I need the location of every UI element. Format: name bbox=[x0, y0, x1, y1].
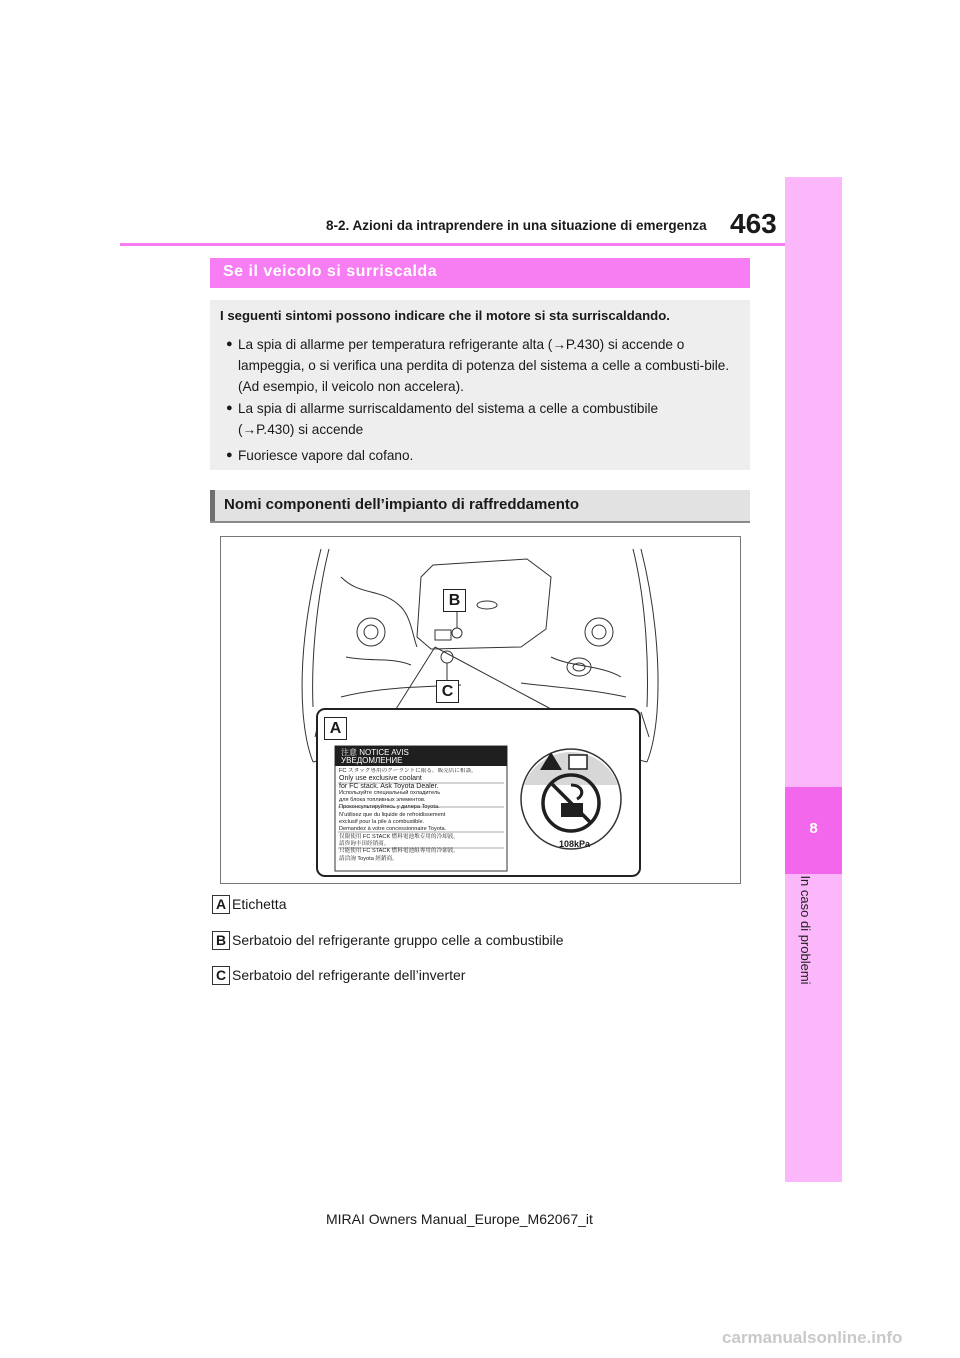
engine-bay-figure bbox=[220, 536, 741, 884]
symptom-text: La spia di allarme surriscaldamento del sistema a celle a combustibile (→P.430) si accende bbox=[238, 401, 659, 437]
overheat-title-banner bbox=[210, 258, 750, 288]
label-line: N’utilisez que du liquide de refroidissement bbox=[339, 811, 446, 818]
legend-key-a: A bbox=[212, 895, 230, 914]
symptom-text: Fuoriesce vapore dal cofano. bbox=[238, 448, 414, 463]
chapter-side-tab bbox=[785, 177, 842, 1182]
label-line: 請咨询丰田经销商。 bbox=[339, 840, 390, 847]
label-line: for FC stack. Ask Toyota Dealer. bbox=[339, 782, 439, 790]
legend-key-c: C bbox=[212, 966, 230, 985]
overheat-title: Se il veicolo si surriscalda bbox=[223, 263, 438, 280]
label-line: Проконсультируйтесь у дилера Toyota. bbox=[339, 804, 440, 811]
callout-a: A bbox=[324, 717, 347, 740]
bullet-dot-icon: ● bbox=[226, 338, 233, 350]
callout-c: C bbox=[436, 680, 459, 703]
label-line: 只能使用 FC STACK 燃料電池組專用的冷卻液。 bbox=[339, 848, 459, 855]
pressure-label: 108kPa bbox=[559, 839, 591, 849]
label-header-2: УВЕДОМЛЕНИЕ bbox=[341, 756, 403, 765]
label-header-1: 注意 NOTICE AVIS bbox=[341, 748, 409, 757]
cooling-title: Nomi componenti dell’impianto di raffreddamento bbox=[224, 496, 580, 513]
heading-accent-bar bbox=[210, 490, 215, 521]
watermark: carmanualsonline.info bbox=[722, 1328, 903, 1347]
page-number: 463 bbox=[730, 208, 777, 239]
label-line: Only use exclusive coolant bbox=[339, 775, 422, 783]
label-line: FC スタック専用のクーラントに限る。販売店に相談。 bbox=[339, 768, 477, 774]
label-line: exclusif pour la pile à combustible. bbox=[339, 819, 425, 826]
label-lines bbox=[339, 768, 507, 863]
chapter-number: 8 bbox=[809, 820, 818, 837]
legend-text-b: Serbatoio del refrigerante gruppo celle a combustibile bbox=[232, 932, 564, 948]
label-line: Используйте специальный охладитель bbox=[339, 789, 441, 796]
chapter-number-tab bbox=[785, 787, 842, 874]
symptom-bullet bbox=[226, 445, 736, 466]
header-rule bbox=[120, 243, 785, 246]
legend-key-b: B bbox=[212, 931, 230, 950]
symptom-bullet bbox=[226, 398, 736, 440]
symptom-text: La spia di allarme per temperatura refrigerante alta (→P.430) si accende o lampeggia, o si verifica una perdita di potenza del sistema a celle a combusti-bile. (Ad esempio, il veicolo non accelera). bbox=[238, 337, 730, 394]
bullet-dot-icon: ● bbox=[226, 449, 233, 461]
bullet-dot-icon: ● bbox=[226, 402, 233, 414]
symptom-bullet bbox=[226, 334, 736, 397]
callout-b: B bbox=[443, 589, 466, 612]
label-line: 仅限使用 FC STACK 燃料電池堆专用的冷却液。 bbox=[339, 833, 459, 840]
legend-text-c: Serbatoio del refrigerante dell’inverter bbox=[232, 967, 466, 983]
label-line: для блока топливных элементов. bbox=[339, 797, 426, 804]
symptom-intro: I seguenti sintomi possono indicare che il motore si sta surriscaldando. bbox=[220, 308, 670, 323]
footer-text: MIRAI Owners Manual_Europe_M62067_it bbox=[326, 1211, 593, 1227]
legend-text-a: Etichetta bbox=[232, 896, 287, 912]
label-line: 請洽詢 Toyota 經銷商。 bbox=[339, 855, 398, 862]
symptom-box bbox=[210, 300, 750, 470]
cooling-heading bbox=[210, 490, 750, 523]
label-line: Demandez à votre concessionnaire Toyota. bbox=[339, 826, 447, 833]
chapter-label: In caso di problemi bbox=[798, 875, 813, 985]
section-heading: 8-2. Azioni da intraprendere in una situazione di emergenza bbox=[326, 218, 707, 233]
